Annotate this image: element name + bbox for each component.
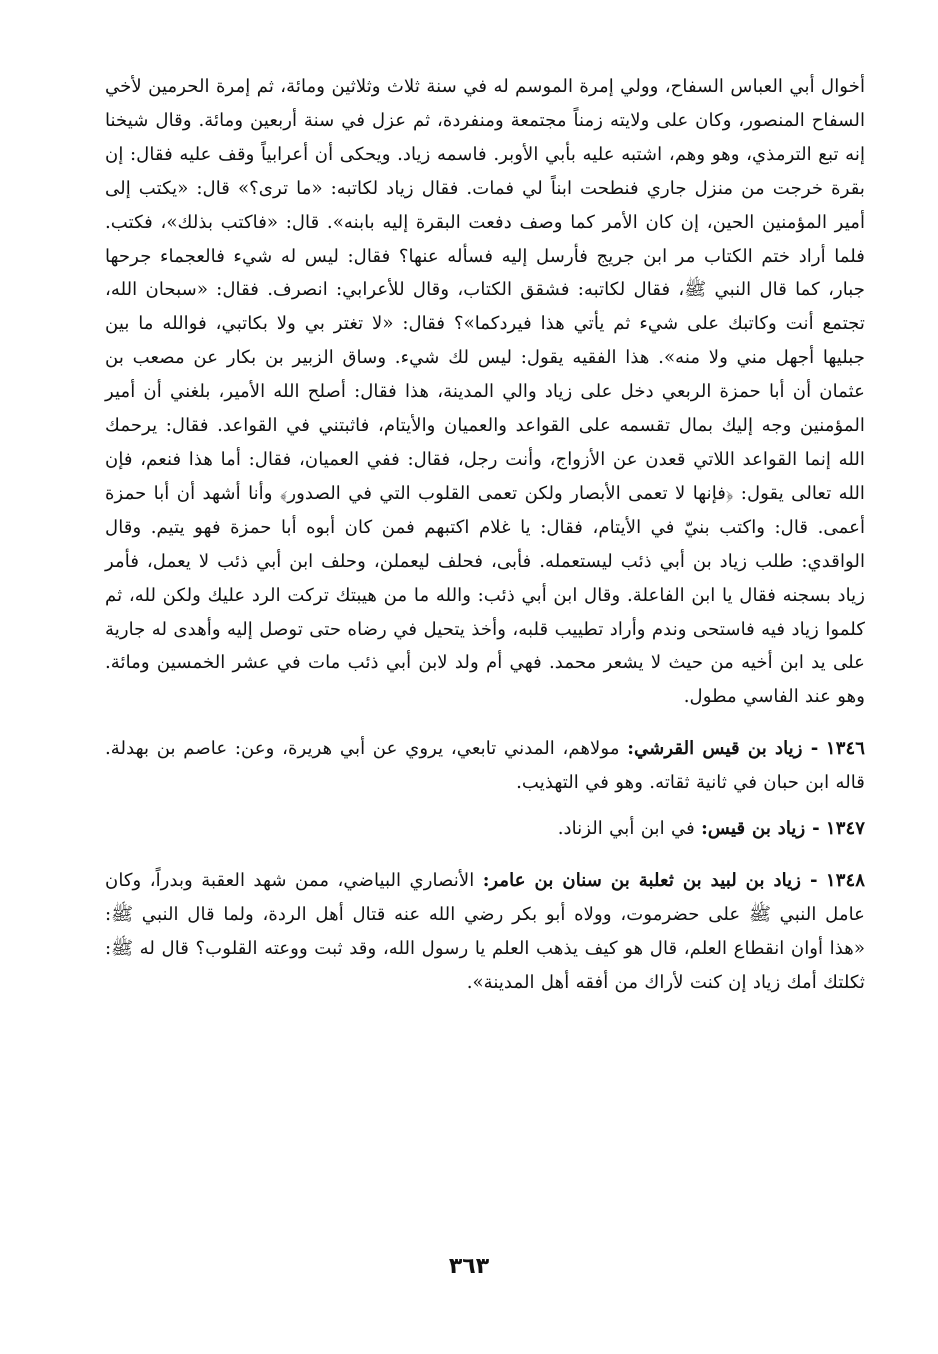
entry-number: ١٣٤٨ [825, 869, 865, 891]
entry-number: ١٣٤٧ [825, 818, 865, 840]
entry-heading: - زياد بن لبيد بن ثعلبة بن سنان بن عامر: [482, 869, 818, 891]
entry-number: ١٣٤٦ [825, 738, 865, 760]
entry-body: الأنصاري البياضي، ممن شهد العقبة وبدراً، وكان عامل النبي ﷺ على حضرموت، وولاه أبو بكر رضي الله عنه قتال أهل الردة، ولما قال النبي ﷺ: «هذا أوان انقطاع العلم، قال هو كيف يذهب العلم يا رسول الله، وقد ثبت ووعته القلوب؟ قال له ﷺ: ثكلتك أمك زياد إن كنت لأراك من أفقه أهل المدينة». [105, 869, 865, 993]
page-text [105, 70, 865, 1000]
continuation-paragraph: أخوال أبي العباس السفاح، وولي إمرة الموسم له في سنة ثلاث وثلاثين ومائة، ثم إمرة الحرمين لأخي السفاح المنصور، وكان على ولايته زمناً مجتمعة ومنفردة، ثم عزل في سنة أربعين ومائة. وقال شيخنا إنه تبع الترمذي، وهو وهم، اشتبه عليه بأبي الأوبر. فاسمه زياد. ويحكى أن أعرابياً وقف عليه فقال: إن بقرة خرجت من منزل جاري فنطحت ابناً لي فمات. فقال زياد لكاتبه: «ما ترى؟» قال: «يكتب إلى أمير المؤمنين الحين، إن كان الأمر كما وصف دفعت البقرة إليه بابنه». قال: «فاكتب بذلك»، فكتب. فلما أراد ختم الكتاب مر ابن جريج فأرسل إليه فسأله عنها؟ فقال: ليس له شيء فالعجماء جرحها جبار، كما قال النبي ﷺ، فقال لكاتبه: فشقق الكتاب، وقال للأعرابي: انصرف. فقال: «سبحان الله، تجتمع أنت وكاتبك على شيء ثم يأتي هذا فيردكما»؟ فقال: «لا تغتر بي ولا بكاتبي، فوالله ما بين جبليها أجهل مني ولا منه». هذا الفقيه يقول: ليس لك شيء. وساق الزبير بن بكار عن مصعب بن عثمان أن أبا حمزة الربعي دخل على زياد والي المدينة، هذا فقال: أصلح الله الأمير، بلغني أن أمير المؤمنين وجه إليك بمال تقسمه على القواعد والعميان والأيتام، فاثبتني في القواعد. فقال: يرحمك الله إنما القواعد اللاتي قعدن عن الأزواج، وأنت رجل، فقال: ففي العميان، فقال: أما هذا فنعم، فإن الله تعالى يقول: ﴿فإنها لا تعمى الأبصار ولكن تعمى القلوب التي في الصدور﴾ وأنا أشهد أن أبا حمزة أعمى. قال: واكتب بنيّ في الأيتام، فقال: يا غلام اكتبهم فمن كان أبوه أبا حمزة فهو يتيم. وقال الواقدي: طلب زياد بن أبي ذئب ليستعمله. فأبى، فحلف ليعملن، وحلف ابن أبي ذئب لا يعمل، فأمر زياد بسجنه فقال يا ابن الفاعلة. وقال ابن أبي ذئب: والله ما من هيبتك تركت الرد عليك ولكن لله، ثم كلموا زياد فيه فاستحى وندم وأراد تطييب قلبه، وأخذ يتحيل في رضاه حتى توصل إليه وأهدى له جارية على يد ابن أخيه من حيث لا يشعر محمد. فهي أم ولد لابن أبي ذئب مات في عشر الخمسين ومائة. وهو عند الفاسي مطول. [105, 76, 865, 708]
entry-heading: - زياد بن قيس: [701, 818, 820, 840]
page-number: ٣٦٣ [448, 1254, 490, 1279]
entry-heading: - زياد بن قيس القرشي: [627, 738, 819, 760]
entry-1346 [105, 732, 865, 800]
entry-1348 [105, 864, 865, 1000]
entry-1347 [105, 812, 865, 846]
entry-body: مولاهم، المدني تابعي، يروي عن أبي هريرة، وعن: عاصم بن بهدلة. قاله ابن حبان في ثانية ثقاته. وهو في التهذيب. [105, 738, 865, 794]
entry-body: في ابن أبي الزناد. [557, 818, 695, 840]
